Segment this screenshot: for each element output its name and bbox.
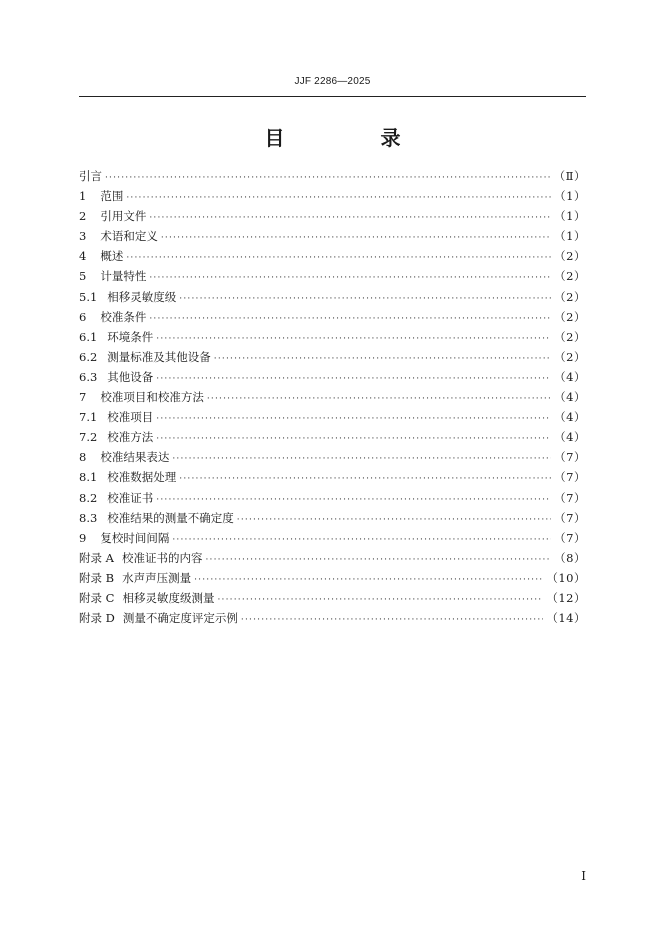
toc-entry-page: （7）: [554, 490, 586, 505]
toc-dot-leader: [207, 389, 551, 407]
table-of-contents: [79, 166, 586, 628]
toc-entry-label: 其他设备: [107, 369, 154, 384]
toc-entry-number: 9: [79, 530, 87, 545]
toc-dot-leader: [205, 550, 551, 568]
toc-entry[interactable]: [79, 206, 586, 226]
toc-entry-page: （7）: [554, 530, 586, 545]
toc-entry[interactable]: [79, 166, 586, 186]
toc-dot-leader: [172, 449, 551, 467]
toc-dot-leader: [172, 530, 551, 548]
toc-entry[interactable]: [79, 488, 586, 508]
toc-dot-leader: [161, 228, 551, 246]
page-title: 目 录: [264, 126, 439, 150]
toc-entry-page: （4）: [554, 430, 586, 445]
toc-dot-leader: [214, 349, 551, 367]
toc-entry[interactable]: [79, 226, 586, 246]
toc-entry-label: 复校时间间隔: [100, 530, 170, 545]
toc-entry-label: 校准结果的测量不确定度: [107, 510, 234, 525]
toc-entry-page: （2）: [554, 349, 586, 364]
toc-entry-label: 测量标准及其他设备: [107, 349, 211, 364]
toc-entry-label: 概述: [100, 249, 124, 264]
toc-entry-number: 7.2: [79, 430, 98, 445]
toc-entry-label: 校准项目: [107, 410, 154, 425]
toc-entry[interactable]: [79, 246, 586, 266]
toc-entry[interactable]: [79, 427, 586, 447]
toc-dot-leader: [217, 590, 543, 608]
toc-dot-leader: [126, 188, 551, 206]
toc-dot-leader: [149, 268, 551, 286]
toc-entry-number: 4: [79, 249, 87, 264]
toc-entry-label: 校准结果表达: [100, 450, 170, 465]
toc-entry-page: （2）: [554, 289, 586, 304]
toc-entry-label: 校准证书: [107, 490, 154, 505]
toc-entry-number: 6.3: [79, 369, 98, 384]
toc-entry-number: 7.1: [79, 410, 98, 425]
toc-entry-number: 8.2: [79, 490, 98, 505]
toc-entry[interactable]: [79, 266, 586, 286]
toc-entry[interactable]: [79, 588, 586, 608]
toc-entry[interactable]: [79, 367, 586, 387]
toc-entry-label: 校准方法: [107, 430, 154, 445]
toc-entry-label: 引言: [79, 169, 102, 183]
toc-entry-label: 相移灵敏度级: [107, 289, 177, 304]
toc-entry[interactable]: [79, 528, 586, 548]
toc-entry-number: 8.1: [79, 470, 98, 485]
toc-entry-label: 计量特性: [100, 269, 147, 284]
toc-entry-label: 校准条件: [100, 309, 147, 324]
toc-entry-page: （10）: [546, 570, 586, 585]
toc-dot-leader: [149, 208, 551, 226]
toc-dot-leader: [237, 510, 551, 528]
toc-entry-number: 1: [79, 189, 87, 204]
toc-entry-number: 2: [79, 209, 87, 224]
document-header-code: JJF 2286—2025: [294, 76, 371, 87]
toc-entry-page: （4）: [554, 390, 586, 405]
header-divider: [79, 96, 586, 97]
toc-entry-page: （2）: [554, 269, 586, 284]
toc-dot-leader: [194, 570, 543, 588]
toc-entry-page: （2）: [554, 309, 586, 324]
toc-entry-page: （Ⅱ）: [553, 169, 586, 183]
toc-entry-page: （7）: [554, 510, 586, 525]
toc-entry-page: （4）: [554, 369, 586, 384]
toc-entry-label: 术语和定义: [100, 229, 158, 244]
toc-entry-page: （4）: [554, 410, 586, 425]
toc-entry-page: （14）: [546, 611, 586, 626]
toc-entry-label: 引用文件: [100, 209, 147, 224]
toc-entry[interactable]: [79, 327, 586, 347]
toc-entry[interactable]: [79, 186, 586, 206]
toc-dot-leader: [149, 309, 551, 327]
toc-entry-label: 校准项目和校准方法: [100, 390, 204, 405]
toc-entry-page: （8）: [554, 550, 586, 565]
toc-dot-leader: [156, 369, 551, 387]
toc-entry-page: （2）: [554, 329, 586, 344]
toc-entry-page: （1）: [554, 229, 586, 244]
toc-entry-label: 水声声压测量: [122, 570, 192, 585]
toc-entry-label: 范围: [100, 189, 124, 204]
toc-entry-number: 附录 B: [79, 570, 115, 585]
toc-dot-leader: [156, 409, 551, 427]
toc-entry-page: （1）: [554, 209, 586, 224]
toc-entry-page: （7）: [554, 470, 586, 485]
toc-entry-number: 附录 A: [79, 550, 114, 565]
toc-entry-label: 测量不确定度评定示例: [122, 611, 238, 626]
toc-entry-label: 相移灵敏度级测量: [122, 590, 215, 605]
toc-entry[interactable]: [79, 307, 586, 327]
toc-dot-leader: [179, 469, 551, 487]
toc-entry-number: 附录 C: [79, 590, 115, 605]
toc-dot-leader: [126, 248, 551, 266]
toc-entry[interactable]: [79, 407, 586, 427]
toc-entry-number: 3: [79, 229, 87, 244]
toc-entry-number: 附录 D: [79, 611, 115, 626]
toc-entry[interactable]: [79, 568, 586, 588]
toc-entry-page: （12）: [546, 590, 586, 605]
toc-entry-page: （7）: [554, 450, 586, 465]
toc-entry-number: 6.1: [79, 329, 98, 344]
toc-dot-leader: [241, 610, 543, 628]
toc-entry-number: 8: [79, 450, 87, 465]
toc-entry-number: 8.3: [79, 510, 98, 525]
toc-dot-leader: [179, 289, 551, 307]
toc-entry-number: 7: [79, 390, 87, 405]
toc-entry[interactable]: [79, 548, 586, 568]
toc-entry[interactable]: [79, 287, 586, 307]
toc-entry-page: （2）: [554, 249, 586, 264]
toc-entry[interactable]: [79, 467, 586, 487]
toc-entry-page: （1）: [554, 189, 586, 204]
toc-dot-leader: [156, 490, 551, 508]
toc-entry[interactable]: [79, 347, 586, 367]
toc-entry-number: 5.1: [79, 289, 98, 304]
toc-dot-leader: [156, 329, 551, 347]
toc-entry[interactable]: [79, 508, 586, 528]
toc-entry[interactable]: [79, 387, 586, 407]
toc-entry-number: 5: [79, 269, 87, 284]
toc-entry[interactable]: [79, 447, 586, 467]
toc-entry-number: 6.2: [79, 349, 98, 364]
toc-entry[interactable]: [79, 608, 586, 628]
page-number: I: [581, 869, 586, 883]
toc-dot-leader: [105, 168, 551, 186]
toc-dot-leader: [156, 429, 551, 447]
toc-entry-label: 校准数据处理: [107, 470, 177, 485]
toc-entry-label: 环境条件: [107, 329, 154, 344]
toc-entry-number: 6: [79, 309, 87, 324]
toc-entry-label: 校准证书的内容: [121, 550, 203, 565]
